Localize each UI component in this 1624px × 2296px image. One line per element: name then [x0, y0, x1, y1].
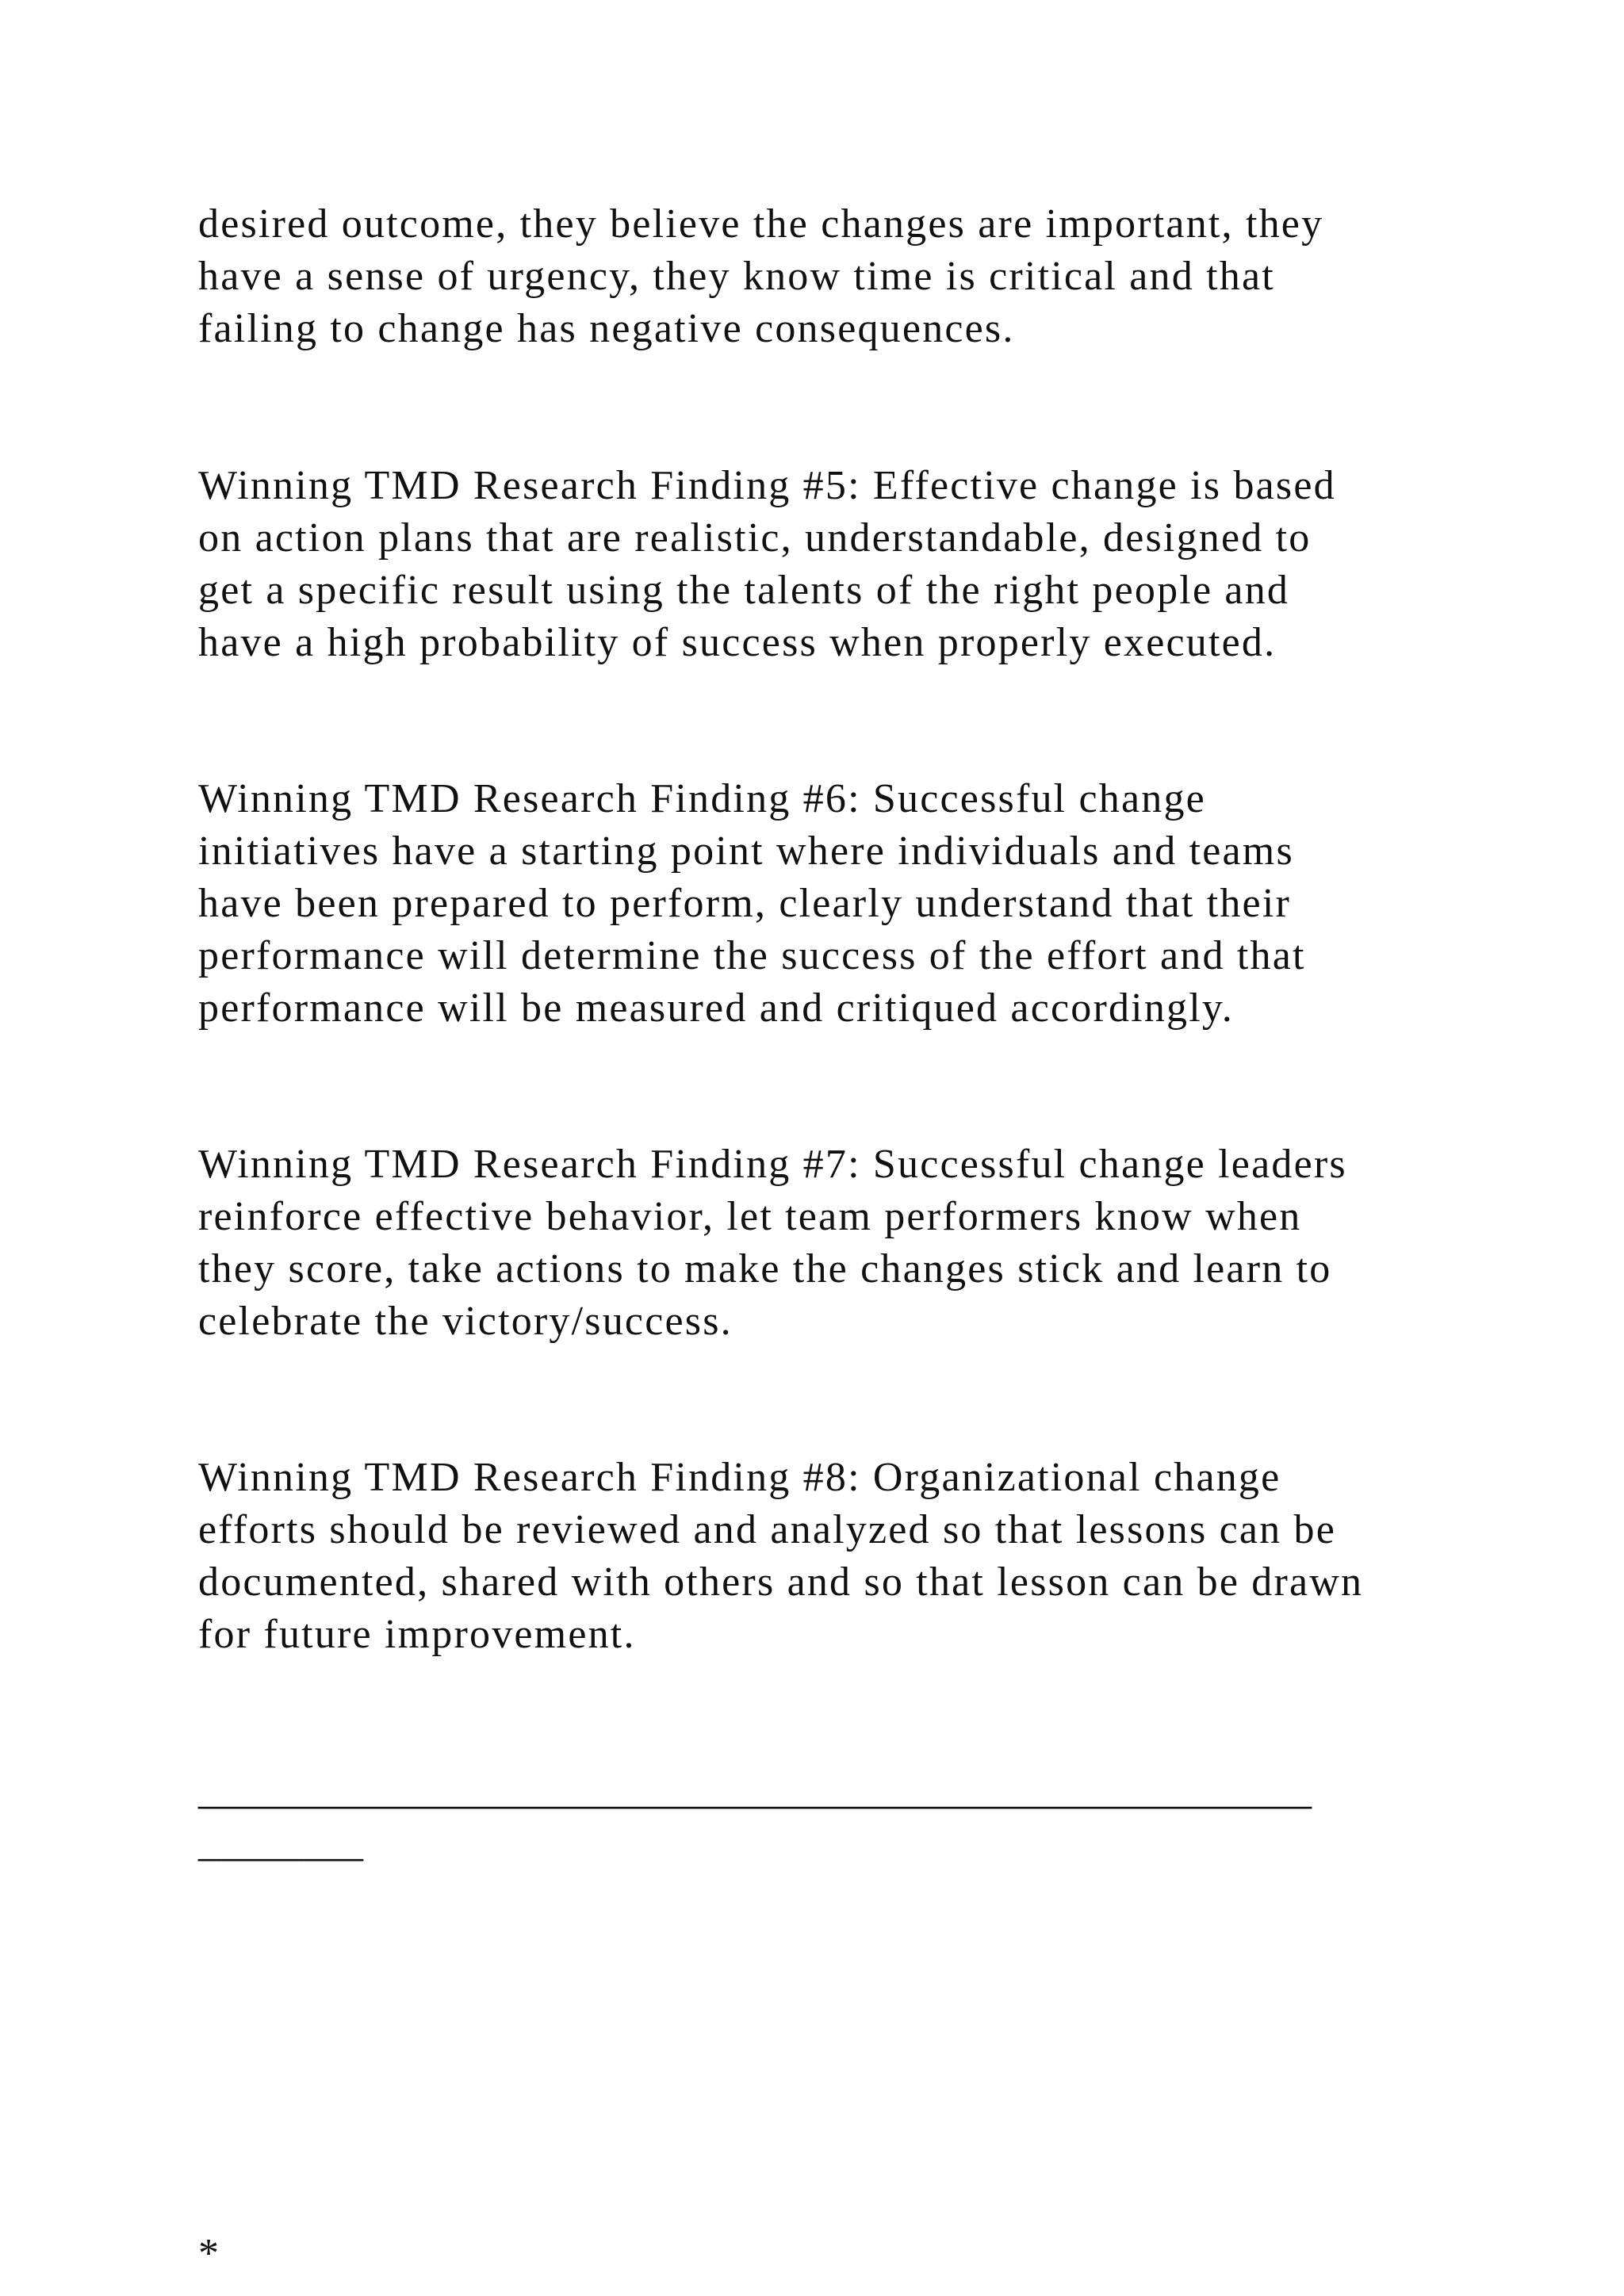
paragraph-finding-7: Winning TMD Research Finding #7: Successful change leaders reinforce effective behavior, let team performers know when they score, take actions to make the changes stick and learn to celebrate the victory/success. [198, 1142, 1347, 1344]
paragraph-finding-8: Winning TMD Research Finding #8: Organizational change efforts should be reviewed and analyzed so that lessons can be documented, shared with others and so that lesson can be drawn for future improvement. [198, 1455, 1364, 1657]
paragraph-finding-6: Winning TMD Research Finding #6: Successful change initiatives have a starting point where individuals and teams have been prepared to perform, clearly understand that their performance will determine the success of the effort and that performance will be measured and critiqued accordingly. [198, 776, 1306, 1031]
paragraph-continuation: desired outcome, they believe the changes are important, they have a sense of urgency, they know time is critical and that failing to change has negative consequences. [198, 201, 1324, 351]
separator-line: ______________________________________________________ ________ [198, 1768, 1312, 1866]
paragraph-finding-5: Winning TMD Research Finding #5: Effective change is based on action plans that are realistic, understandable, designed to get a specific result using the talents of the right people and have a high probability of success when properly executed. [198, 463, 1336, 665]
footer-asterisk: * [198, 2231, 219, 2276]
